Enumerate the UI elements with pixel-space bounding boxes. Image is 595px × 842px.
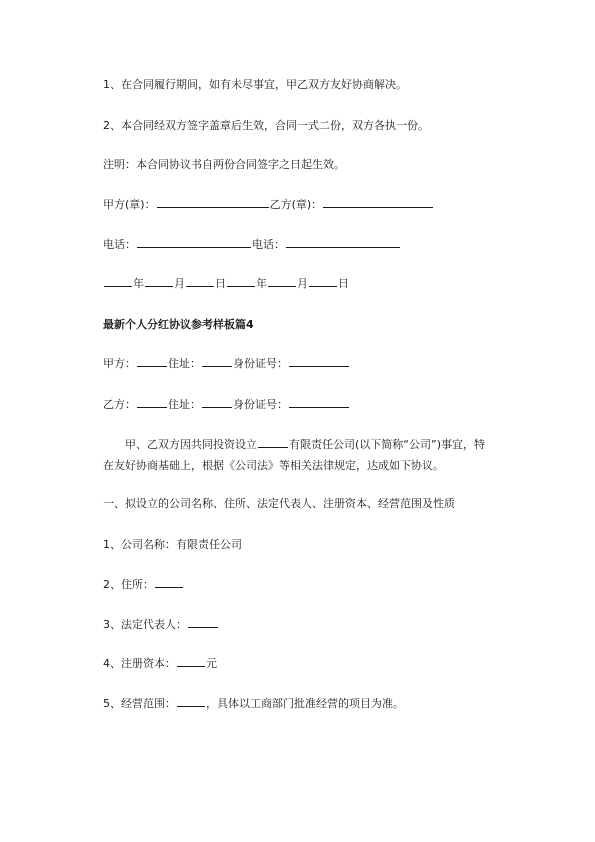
item-1 (103, 534, 495, 555)
party-a-id-blank (289, 353, 349, 367)
party-a-address-label: 住址： (168, 357, 201, 370)
year-label-a: 年 (133, 277, 144, 290)
clause-2 (103, 115, 495, 136)
intro-paragraph (103, 434, 495, 476)
note-text: 注明：本合同协议书自两份合同签字之日起生效。 (103, 158, 345, 171)
heading-1-text: 一、拟设立的公司名称、住所、法定代表人、注册资本、经营范围及性质 (103, 497, 455, 510)
clause-2-text: 2、本合同经双方签字盖章后生效，合同一式二份，双方各执一份。 (103, 119, 429, 132)
party-b-id-label: 身份证号： (233, 398, 288, 411)
phone-line (103, 234, 495, 255)
date-line (103, 273, 495, 294)
item-4 (103, 653, 495, 674)
day-label-b: 日 (338, 277, 349, 290)
item-1-text: 1、公司名称：有限责任公司 (103, 538, 242, 551)
month-label-b: 月 (297, 277, 308, 290)
heading-1 (103, 493, 495, 514)
capital-blank (177, 653, 205, 667)
party-a-address-blank (202, 353, 232, 367)
party-a-name-blank (137, 353, 167, 367)
party-b-phone-label: 电话： (252, 238, 285, 251)
day-blank-b (309, 273, 337, 287)
item-4-label: 4、注册资本： (103, 657, 176, 670)
party-a-phone-label: 电话： (103, 238, 136, 251)
legal-rep-blank (188, 614, 218, 628)
item-2-label: 2、住所： (103, 578, 154, 591)
signature-line (103, 194, 495, 215)
note (103, 154, 495, 175)
party-a-label: 甲方： (103, 357, 136, 370)
party-b-address-blank (202, 394, 232, 408)
party-b-seal-label: 乙方(章)： (269, 198, 323, 211)
address-blank (155, 574, 183, 588)
clause-1-text: 1、在合同履行期间，如有未尽事宜，甲乙双方友好协商解决。 (103, 78, 407, 91)
item-5 (103, 693, 495, 714)
item-3-label: 3、法定代表人： (103, 618, 187, 631)
party-b-line (103, 394, 495, 415)
party-a-phone-blank (137, 234, 251, 248)
item-4-unit: 元 (206, 657, 217, 670)
party-b-name-blank (137, 394, 167, 408)
item-5-label: 5、经营范围： (103, 697, 176, 710)
intro-text-1: 甲、乙双方因共同投资设立 (125, 438, 257, 451)
party-b-label: 乙方： (103, 398, 136, 411)
year-blank-a (104, 273, 132, 287)
party-b-phone-blank (286, 234, 400, 248)
clause-1 (103, 74, 495, 95)
business-scope-blank (177, 693, 205, 707)
section-title (103, 314, 495, 335)
item-3 (103, 614, 495, 635)
section-title-text: 最新个人分红协议参考样板篇4 (103, 318, 254, 331)
company-name-blank (258, 434, 288, 448)
party-a-id-label: 身份证号： (233, 357, 288, 370)
day-label-a: 日 (215, 277, 226, 290)
month-label-a: 月 (174, 277, 185, 290)
intro-text-2: 有限责任公司(以下简称“公司”)事宜，特在友好协商基础上，根据《公司法》等相关法律规定，达成如下协议。 (103, 438, 485, 472)
item-5-text: ，具体以工商部门批准经营的项目为准。 (206, 697, 404, 710)
month-blank-b (268, 273, 296, 287)
party-b-seal-blank (323, 194, 433, 208)
party-a-line (103, 353, 495, 374)
party-a-seal-label: 甲方(章)： (103, 198, 156, 211)
party-a-seal-blank (157, 194, 269, 208)
year-label-b: 年 (256, 277, 267, 290)
day-blank-a (186, 273, 214, 287)
party-b-address-label: 住址： (168, 398, 201, 411)
item-2 (103, 574, 495, 595)
month-blank-a (145, 273, 173, 287)
party-b-id-blank (289, 394, 349, 408)
year-blank-b (227, 273, 255, 287)
